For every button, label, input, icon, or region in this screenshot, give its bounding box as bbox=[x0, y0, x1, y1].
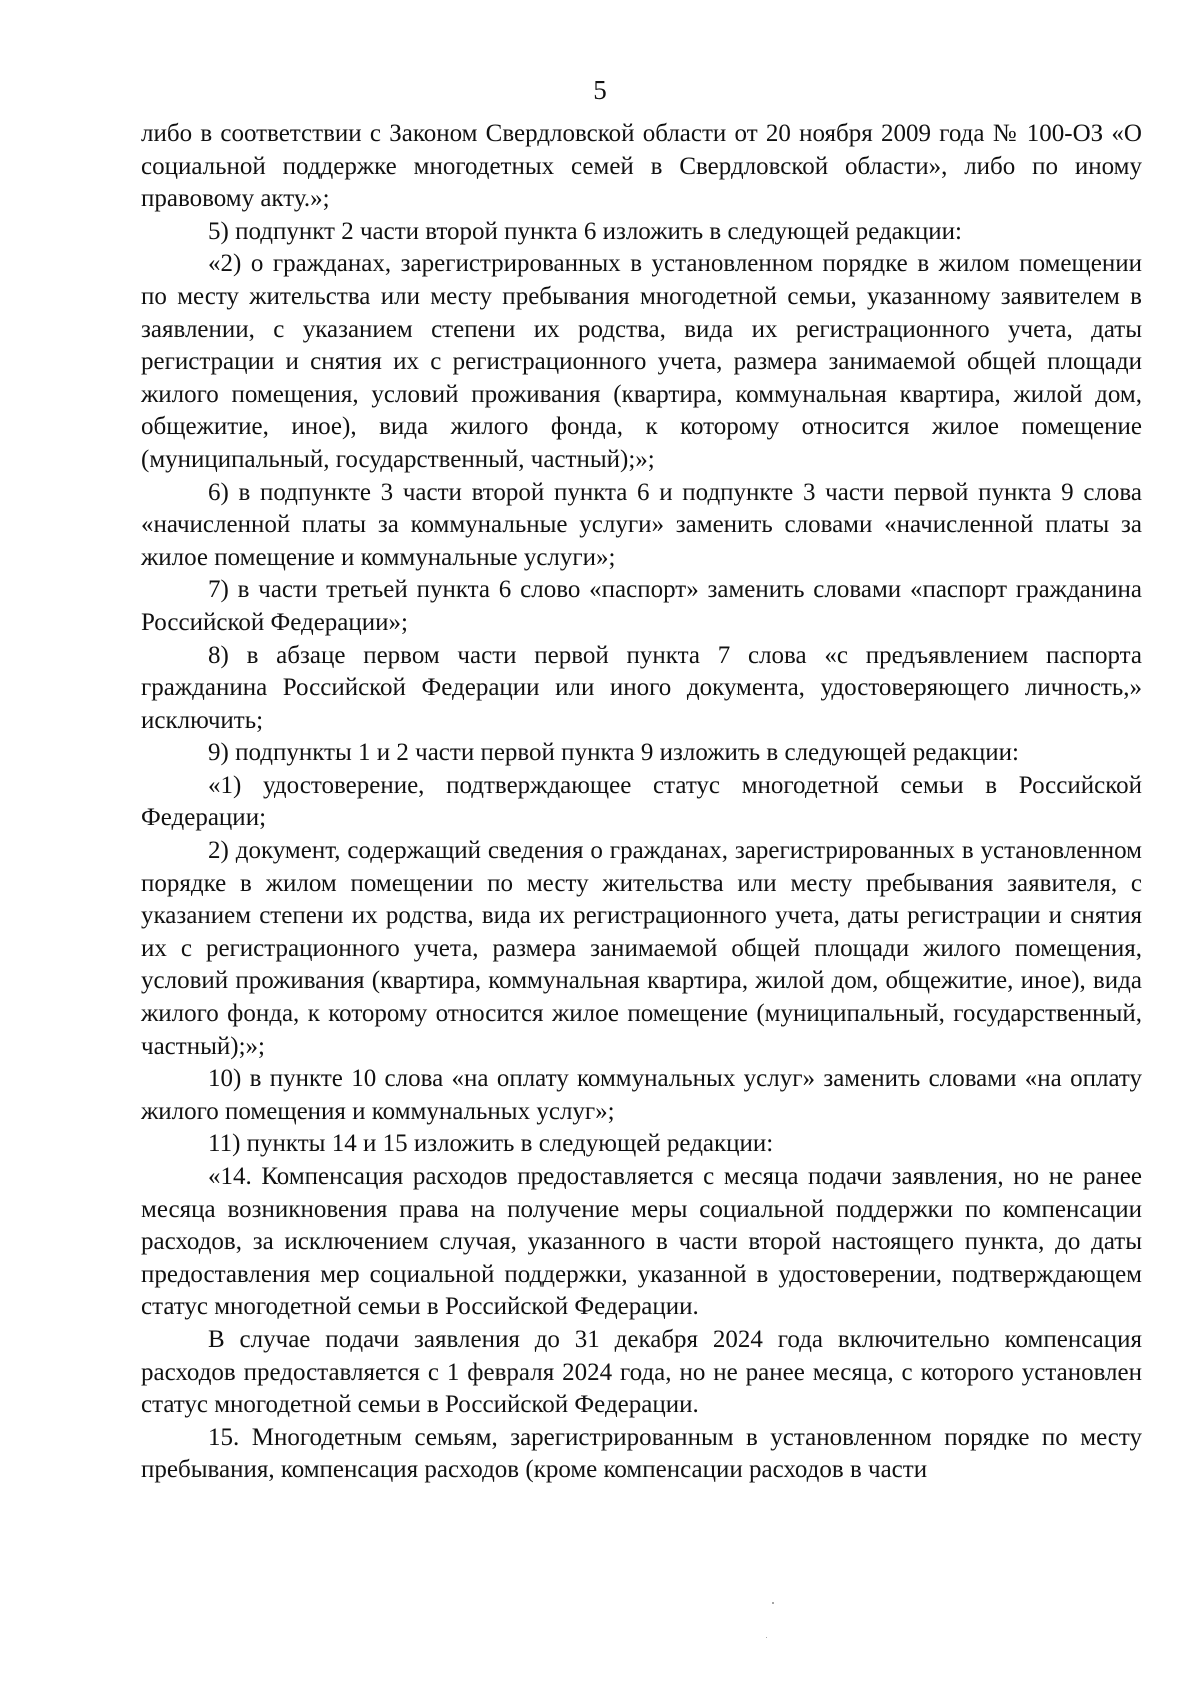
paragraph-item-6: 6) в подпункте 3 части второй пункта 6 и подпункте 3 части первой пункта 9 слова «начисленной платы за коммунальные услуги» заменить словами «начисленной платы за жилое помещение и коммунальные услуги»; bbox=[141, 478, 1142, 571]
paragraph-point-15: 15. Многодетным семьям, зарегистрированным в установленном порядке по месту пребывания, компенсация расходов (кроме компенсации расходов в части bbox=[141, 1423, 1142, 1484]
paragraph-item-7: 7) в части третьей пункта 6 слово «паспорт» заменить словами «паспорт гражданина Российской Федерации»; bbox=[141, 576, 1142, 636]
scan-speck bbox=[766, 1637, 767, 1638]
document-body bbox=[141, 118, 1142, 1487]
page-number: 5 bbox=[593, 75, 607, 105]
paragraph-item-9-sub-2: 2) документ, содержащий сведения о гражданах, зарегистрированных в установленном порядке в жилом помещении по месту жительства или месту пребывания заявителя, с указанием степени их родства, вида их регистрационного учета, даты регистрации и снятия их с регистрационного учета, размера занимаемой общей площади жилого помещения, условий проживания (квартира, коммунальная квартира, жилой дом, общежитие, иное), вида жилого фонда, к которому относится жилое помещение (муниципальный, государственный, частный);»; bbox=[141, 837, 1142, 1060]
scan-speck bbox=[772, 1602, 774, 1604]
paragraph-item-9-sub-1: «1) удостоверение, подтверждающее статус многодетной семьи в Российской Федерации; bbox=[141, 771, 1142, 832]
paragraph-item-10: 10) в пункте 10 слова «на оплату коммунальных услуг» заменить словами «на оплату жилого помещения и коммунальных услуг»; bbox=[141, 1065, 1142, 1125]
paragraph-item-11: 11) пункты 14 и 15 изложить в следующей редакции: bbox=[208, 1130, 774, 1158]
paragraph-item-8: 8) в абзаце первом части первой пункта 7 слова «с предъявлением паспорта гражданина Российской Федерации или иного документа, удостоверяющего личность,» исключить; bbox=[141, 641, 1142, 734]
paragraph-item-5: 5) подпункт 2 части второй пункта 6 изложить в следующей редакции: bbox=[208, 217, 962, 245]
paragraph-continuation: либо в соответствии с Законом Свердловской области от 20 ноября 2009 года № 100-ОЗ «О социальной поддержке многодетных семей в Свердловской области», либо по иному правовому акту.»; bbox=[141, 120, 1142, 213]
paragraph-point-14-part-2: В случае подачи заявления до 31 декабря 2024 года включительно компенсация расходов предоставляется с 1 февраля 2024 года, но не ранее месяца, с которого установлен статус многодетной семьи в Российской Федерации. bbox=[141, 1325, 1142, 1419]
paragraph-item-9: 9) подпункты 1 и 2 части первой пункта 9 изложить в следующей редакции: bbox=[208, 739, 1019, 767]
paragraph-point-14: «14. Компенсация расходов предоставляется с месяца подачи заявления, но не ранее месяца возникновения права на получение меры социальной поддержки по компенсации расходов, за исключением случая, указанного в части второй настоящего пункта, до даты предоставления мер социальной поддержки, указанной в удостоверении, подтверждающем статус многодетной семьи в Российской Федерации. bbox=[141, 1163, 1142, 1321]
paragraph-item-5-text: «2) о гражданах, зарегистрированных в установленном порядке в жилом помещении по месту жительства или месту пребывания многодетной семьи, указанному заявителем в заявлении, с указанием степени их родства, вида их регистрационного учета, даты регистрации и снятия их с регистрационного учета, размера занимаемой общей площади жилого помещения, условий проживания (квартира, коммунальная квартира, жилой дом, общежитие, иное), вида жилого фонда, к которому относится жилое помещение (муниципальный, государственный, частный);»; bbox=[141, 250, 1142, 473]
